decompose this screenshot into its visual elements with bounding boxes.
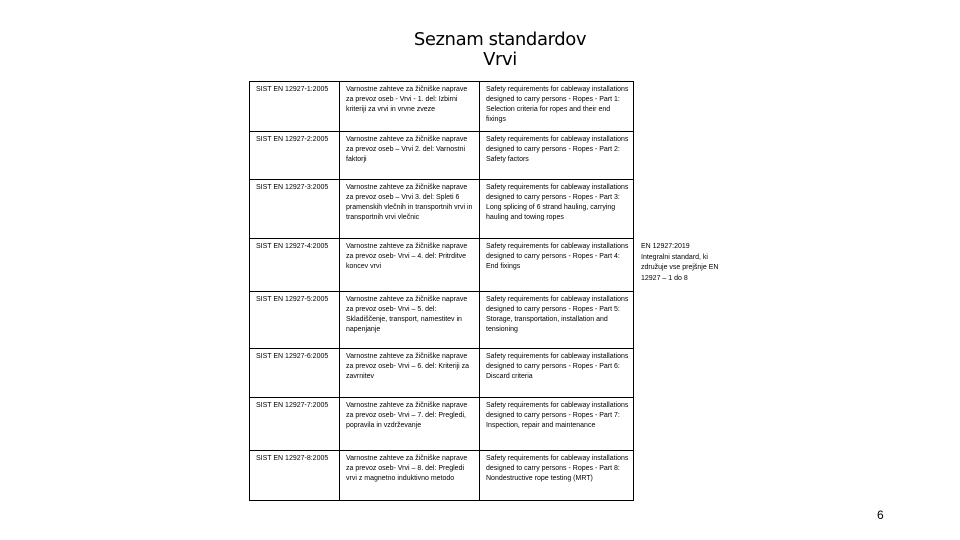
english-title-cell: Safety requirements for cableway installations designed to carry persons - Ropes - Part 3: Long splicing of 6 strand hauling, carrying hauling and towing ropes (480, 180, 634, 239)
title-line-1: Seznam standardov (413, 29, 587, 50)
table-row (250, 132, 634, 180)
standard-code-cell: SIST EN 12927-5:2005 (250, 292, 340, 349)
note-description: Integralni standard, ki združuje vse prejšnje EN 12927 – 1 do 8 (641, 253, 719, 282)
page-title (0, 30, 960, 70)
standard-code-cell: SIST EN 12927-2:2005 (250, 132, 340, 180)
page-number: 6 (877, 508, 884, 522)
english-title-cell: Safety requirements for cableway installations designed to carry persons - Ropes - Part 6: Discard criteria (480, 349, 634, 398)
table-row (250, 180, 634, 239)
english-title-cell: Safety requirements for cableway installations designed to carry persons - Ropes - Part 8: Nondestructive rope testing (MRT) (480, 451, 634, 501)
standard-code-cell: SIST EN 12927-4:2005 (250, 239, 340, 292)
slovenian-title-cell: Varnostne zahteve za žičniške naprave za prevoz oseb – Vrvi 2. del: Varnostni faktorji (340, 132, 480, 180)
standard-code-cell: SIST EN 12927-8:2005 (250, 451, 340, 501)
standard-code-cell: SIST EN 12927-1:2005 (250, 82, 340, 132)
english-title-cell: Safety requirements for cableway installations designed to carry persons - Ropes - Part 5: Storage, transportation, installation and tensioning (480, 292, 634, 349)
integral-standard-note (641, 242, 723, 284)
table-row (250, 349, 634, 398)
slovenian-title-cell: Varnostne zahteve za žičniške naprave za prevoz oseb – Vrvi 3. del: Spleti 6 pramenskih vlečnih in transportnih vrvi in transportnih vrvi vlečnic (340, 180, 480, 239)
table-row (250, 292, 634, 349)
english-title-cell: Safety requirements for cableway installations designed to carry persons - Ropes - Part 4: End fixings (480, 239, 634, 292)
table-row (250, 398, 634, 451)
table-row (250, 239, 634, 292)
standard-code-cell: SIST EN 12927-7:2005 (250, 398, 340, 451)
slovenian-title-cell: Varnostne zahteve za žičniške naprave za prevoz oseb- Vrvi – 7. del: Pregledi, popravila in vzdrževanje (340, 398, 480, 451)
slovenian-title-cell: Varnostne zahteve za žičniške naprave za prevoz oseb- Vrvi – 6. del: Kriteriji za zavrnitev (340, 349, 480, 398)
table-row (250, 451, 634, 501)
table-row (250, 82, 634, 132)
slovenian-title-cell: Varnostne zahteve za žičniške naprave za prevoz oseb - Vrvi - 1. del: Izbirni kriteriji za vrvi in vrvne zveze (340, 82, 480, 132)
english-title-cell: Safety requirements for cableway installations designed to carry persons - Ropes - Part 2: Safety factors (480, 132, 634, 180)
slovenian-title-cell: Varnostne zahteve za žičniške naprave za prevoz oseb- Vrvi – 8. del: Pregledi vrvi z magnetno induktivno metodo (340, 451, 480, 501)
english-title-cell: Safety requirements for cableway installations designed to carry persons - Ropes - Part 1: Selection criteria for ropes and their end fixings (480, 82, 634, 132)
standards-table (249, 81, 634, 501)
title-line-2: Vrvi (483, 49, 517, 70)
slovenian-title-cell: Varnostne zahteve za žičniške naprave za prevoz oseb- Vrvi – 4. del: Pritrditve koncev vrvi (340, 239, 480, 292)
english-title-cell: Safety requirements for cableway installations designed to carry persons - Ropes - Part 7: Inspection, repair and maintenance (480, 398, 634, 451)
note-standard-code: EN 12927:2019 (641, 243, 690, 250)
standard-code-cell: SIST EN 12927-3:2005 (250, 180, 340, 239)
slovenian-title-cell: Varnostne zahteve za žičniške naprave za prevoz oseb- Vrvi – 5. del: Skladiščenje, transport, namestitev in napenjanje (340, 292, 480, 349)
standard-code-cell: SIST EN 12927-6:2005 (250, 349, 340, 398)
